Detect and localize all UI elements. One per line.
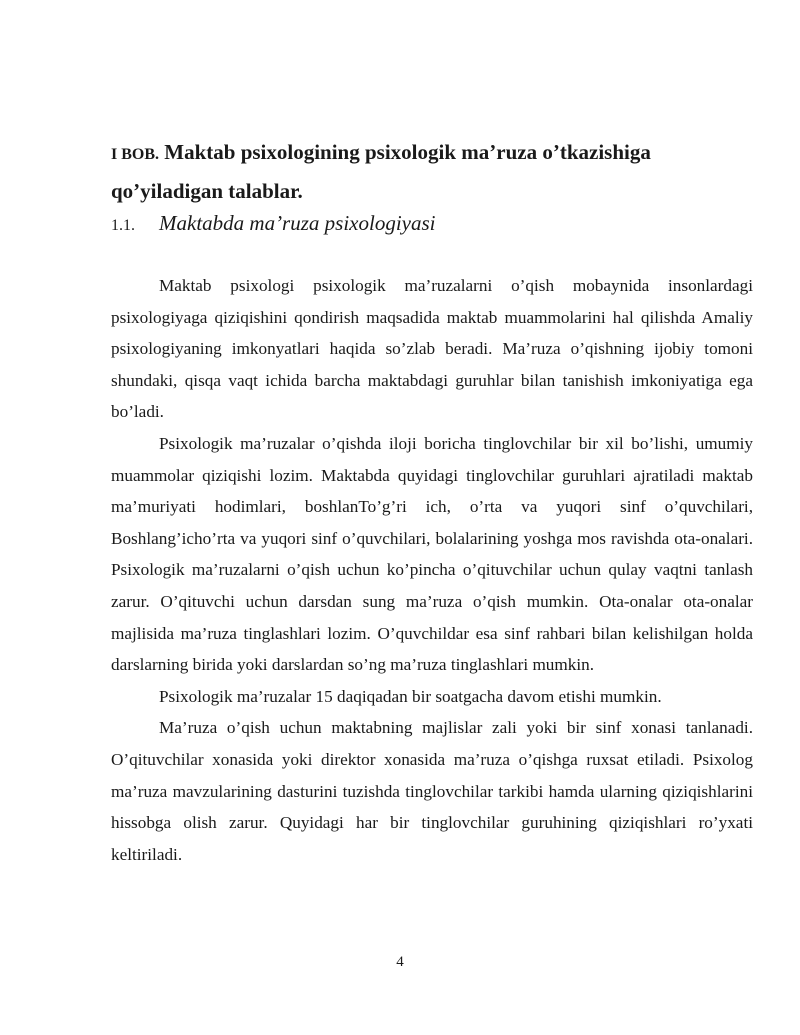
paragraph: Ma’ruza o’qish uchun maktabning majlislar zali yoki bir sinf xonasi tanlanadi. O’qituvchilar xonasida yoki direktor xonasida ma’ruza o’qishga ruxsat etiladi. Psixolog ma’ruza mavzularining dasturini tuzishda tinglovchilar tarkibi hamda ularning qiziqishlarini hissobga olish zarur. Quyidagi har bir tinglovchilar guruhining qiziqishlari ro’yxati keltiriladi. — [111, 718, 753, 864]
chapter-title: Maktab psixologining psixologik ma’ruza o’tkazishiga qo’yiladigan talablar. — [111, 140, 651, 203]
section-number: 1.1. — [111, 217, 135, 234]
paragraph: Psixologik ma’ruzalar o’qishda iloji boricha tinglovchilar bir xil bo’lishi, umumiy muammolar qiziqishi lozim. Maktabda quyidagi tinglovchilar guruhlari ajratiladi maktab ma’muriyati hodimlari, boshlanTo’g’ri ich, o’rta va yuqori sinf o’quvchilari, Boshlang’icho’rta va yuqori sinf o’quvchilari, bolalarining yoshga mos ravishda ota-onalari. Psixologik ma’ruzalarni o’qish uchun ko’pincha o’qituvchilar uchun qulay vaqtni tanlash zarur. O’qituvchi uchun darsdan sung ma’ruza o’qish mumkin. Ota-onalar ota-onalar majlisida ma’ruza tinglashlari lozim. O’quvchildar esa sinf rahbari bilan kelishilgan holda darslarning birida yoki darslardan so’ng ma’ruza tinglashlari mumkin. — [111, 433, 753, 675]
chapter-heading — [111, 134, 751, 209]
section-title: Maktabda ma’ruza psixologiyasi — [159, 211, 436, 235]
paragraph: Psixologik ma’ruzalar 15 daqiqadan bir soatgacha davom etishi mumkin. — [159, 686, 662, 706]
section-heading — [111, 208, 751, 241]
page-number: 4 — [396, 954, 404, 970]
chapter-prefix: I BOB. — [111, 146, 160, 163]
body-text — [111, 270, 753, 870]
paragraph: Maktab psixologi psixologik ma’ruzalarni o’qish mobaynida insonlardagi psixologiyaga qiziqishini qondirish maqsadida maktab muammolarini hal qilishda Amaliy psixologiyaning imkonyatlari haqida so’zlab beradi. Ma’ruza o’qishning ijobiy tomoni shundaki, qisqa vaqt ichida barcha maktabdagi guruhlar bilan tanishish imkoniyatiga ega bo’ladi. — [111, 276, 753, 422]
